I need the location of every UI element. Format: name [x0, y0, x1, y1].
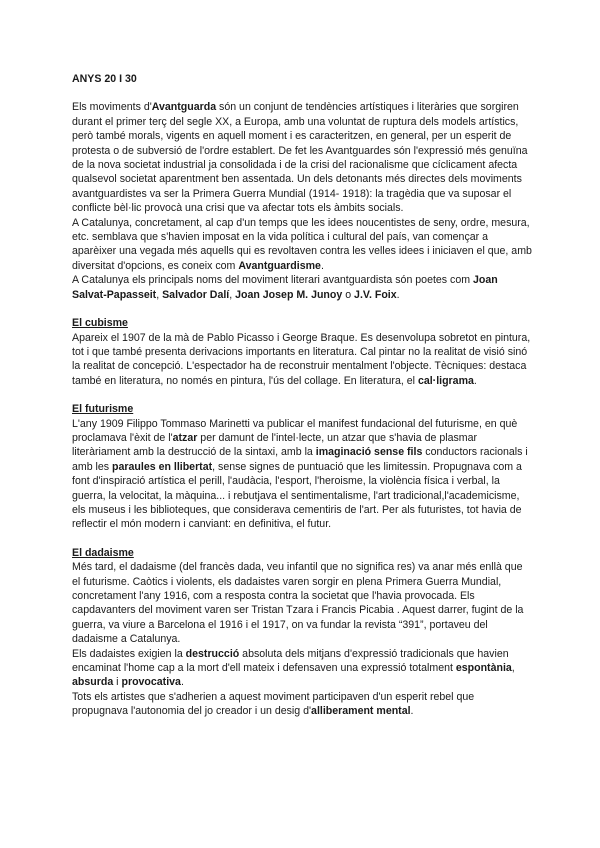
text-run: , sense signes de puntuació que les limitessin. Propugnava com a font d'inspiració artística el perill, l'audàcia, l'esport, l'heroisme, la violència física i verbal, la guerra, la velocitat, la màquina... i rebutjava el sentimentalisme, l'art tradicional,l'academicisme, els museus i les biblioteques, que considerava cementiris de l'art. Per als futuristes, tot havia de reflectir el món modern i canviant: en definitiva, el futur.	[72, 460, 522, 531]
bold-term: Avantguarda	[151, 101, 217, 114]
document-title: ANYS 20 I 30	[72, 73, 137, 85]
text-run: absoluta dels mitjans d'expressió tradicionals que havien encaminat l'home cap a la mort d'ell mateix i defensaven una expressió totalment	[72, 647, 509, 675]
intro-paragraph-2	[72, 216, 532, 274]
text-run: A Catalunya, concretament, al cap d'un temps que les idees noucentistes de seny, ordre, mesura, etc. semblava que s'havien imposat en la vida política i cultural del país, van començar a aparèixer una vegada més aquells qui es revoltaven contra les velles idees i iniciaven el que, amb diversitat d'opcions, es coneix com	[72, 216, 532, 272]
text-run: Els moviments d'	[72, 101, 152, 114]
futurisme-heading: El futurisme	[72, 403, 134, 416]
intro-paragraph-1	[72, 100, 532, 215]
bold-term: destrucció	[185, 647, 240, 660]
cubisme-paragraph	[72, 331, 532, 389]
bold-term: J.V. Foix	[354, 288, 397, 301]
dadaisme-heading: El dadaisme	[72, 546, 134, 559]
text-run: ,	[156, 288, 163, 301]
bold-term: alliberament mental	[311, 705, 411, 718]
bold-term: atzar	[172, 431, 198, 444]
text-run: i	[113, 676, 122, 689]
text-run: Els dadaistes exigien la	[72, 647, 186, 660]
text-run: L'any 1909 Filippo Tommaso Marinetti va publicar el manifest fundacional del futurisme, en què proclamava l'èxit de l'	[72, 417, 518, 444]
text-run: són un conjunt de tendències artístiques i literàries que sorgiren durant el primer terç del segle XX, a Europa, amb una voluntat de ruptura dels models artístics, però també morals, vigents en aquell moment i es caracteritzen, en general, per un esperit de protesta o de subversió de l'ordre establert. De fet les Avantguardes són l'expressió més genuïna de la nova societat industrial ja consolidada i de la crisi del racionalisme que cíclicament afecta qualsevol societat aparentment ben assentada. Un dels detonants més directes dels moviments avantguardistes va ser la Primera Guerra Mundial (1914- 1918): la tragèdia que va suposar el conflicte bèl·lic provocà una crisi que va afectar tots els àmbits socials.	[72, 101, 528, 215]
dadaisme-paragraph-1	[72, 560, 532, 646]
bold-term: Avantguardisme	[238, 259, 321, 272]
bold-term: Salvador Dalí	[162, 288, 230, 301]
text-run: Tots els artistes que s'adherien a aquest moviment participaven d'un esperit rebel que propugnava l'autonomia del jo creador i un desig d'	[72, 690, 475, 718]
text-run: ,	[511, 662, 515, 675]
text-run: .	[410, 705, 414, 718]
document-page	[72, 72, 532, 719]
text-run: .	[396, 288, 400, 301]
cubisme-section	[72, 316, 532, 388]
text-run: A Catalunya els principals noms del moviment literari avantguardista són poetes com	[72, 274, 473, 287]
bold-term: absurda	[72, 676, 114, 689]
text-run: .	[320, 259, 324, 272]
intro-paragraph-3	[72, 273, 532, 302]
bold-term: espontània	[455, 662, 512, 675]
text-run: .	[180, 676, 184, 689]
text-run: .	[473, 374, 477, 387]
text-run: conductors racionals i amb les	[72, 446, 528, 473]
bold-term: imaginació sense fils	[315, 446, 423, 459]
cubisme-heading: El cubisme	[72, 317, 128, 330]
intro-section	[72, 100, 532, 302]
text-run: o	[342, 288, 355, 301]
text-run: Apareix el 1907 de la mà de Pablo Picasso i George Braque. Es desenvolupa sobretot en pintura, tot i que també presenta derivacions importants en literatura. Cal pintar no la realitat de visió sinó la realitat de concepció. L'espectador ha de reconstruir mentalment l'objecte. Tècniques: destaca també en literatura, no només en pintura, l'ús del collage. En literatura, el	[72, 331, 531, 387]
text-run: Més tard, el dadaisme (del francès dada, veu infantil que no significa res) va anar més enllà que el futurisme. Caòtics i violents, els dadaistes varen sorgir en plena Primera Guerra Mundial, concretament l'any 1916, com a resposta contra la societat que l'havia provocada. Els capdavanters del moviment varen ser Tristan Tzara i Francis Picabia . Aquest darrer, fugint de la guerra, va viure a Barcelona el 1916 i el 1917, on va fundar la revista “391”, portaveu del dadaisme a Catalunya.	[72, 561, 524, 646]
bold-term: Joan Salvat-Papasseit	[72, 274, 498, 301]
dadaisme-paragraph-2	[72, 647, 532, 690]
bold-term: provocativa	[121, 676, 181, 689]
futurisme-paragraph	[72, 417, 532, 532]
text-run: per damunt de l'intel·lecte, un atzar que s'havia de plasmar literàriament amb la destrucció de la sintaxi, amb la	[72, 431, 477, 459]
bold-term: cal·ligrama	[417, 374, 474, 387]
dadaisme-section	[72, 546, 532, 719]
bold-term: Joan Josep M. Junoy	[235, 288, 343, 301]
bold-term: paraules en llibertat	[112, 460, 213, 473]
dadaisme-paragraph-3	[72, 690, 532, 719]
text-run: ,	[229, 288, 236, 301]
futurisme-section	[72, 402, 532, 532]
